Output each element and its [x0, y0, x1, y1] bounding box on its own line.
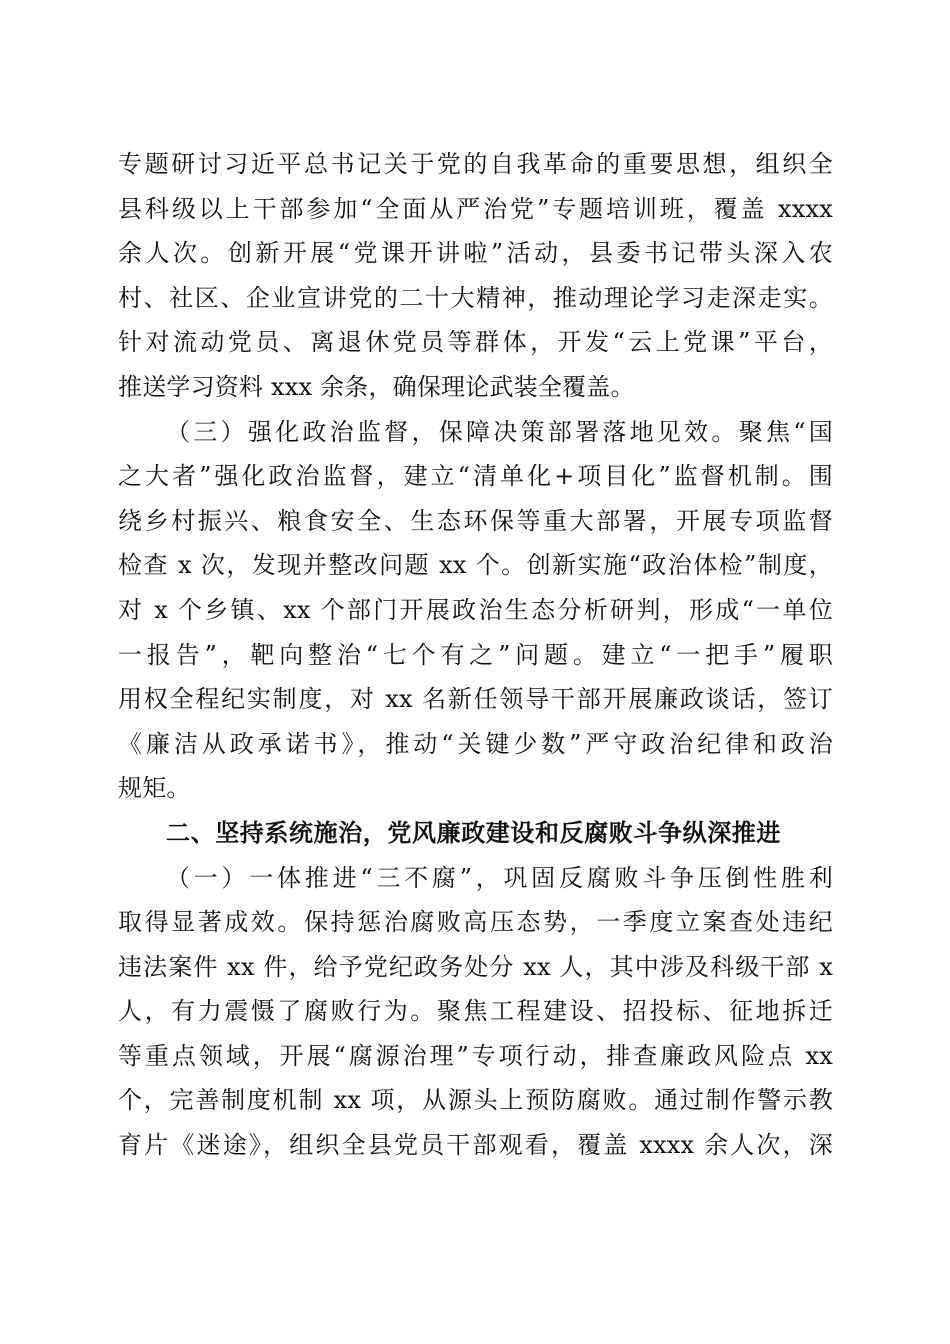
text-line: 村、社区、企业宣讲党的二十大精神，推动理论学习走深走实。	[118, 283, 833, 312]
paragraph-political-supervision	[118, 410, 833, 811]
text-line: 取得显著成效。保持惩治腐败高压态势，一季度立案查处违纪	[118, 908, 833, 937]
text-line: 育片《迷途》，组织全县党员干部观看，覆盖 xxxx 余人次，深	[118, 1131, 833, 1160]
text-line: 专题研讨习近平总书记关于党的自我革命的重要思想，组织全	[118, 150, 833, 178]
text-line: 对 x 个乡镇、xx 个部门开展政治生态分析研判，形成“一单位	[118, 595, 833, 624]
text-line: 一报告”，靶向整治“七个有之”问题。建立“一把手”履职	[118, 640, 833, 669]
text-line: 推送学习资料 xxx 余条，确保理论武装全覆盖。	[118, 372, 635, 401]
text-line: 绕乡村振兴、粮食安全、生态环保等重大部署，开展专项监督	[118, 506, 833, 535]
text-line: 检查 x 次，发现并整改问题 xx 个。创新实施“政治体检”制度，	[118, 551, 833, 580]
paragraph-theory-study	[118, 142, 833, 410]
text-line: 用权全程纪实制度，对 xx 名新任领导干部开展廉政谈话，签订	[118, 685, 833, 714]
text-line: 人，有力震慑了腐败行为。聚焦工程建设、招投标、征地拆迁	[118, 997, 833, 1026]
subsection-title-line: （一）一体推进“三不腐”，巩固反腐败斗争压倒性胜利	[166, 863, 833, 892]
document-page	[118, 142, 833, 1168]
text-line: 《廉洁从政承诺书》，推动“关键少数”严守政治纪律和政治	[118, 729, 833, 758]
text-line: 余人次。创新开展“党课开讲啦”活动，县委书记带头深入农	[118, 239, 833, 268]
text-line: 违法案件 xx 件，给予党纪政务处分 xx 人，其中涉及科级干部 x	[118, 952, 833, 981]
text-line: 个，完善制度机制 xx 项，从源头上预防腐败。通过制作警示教	[118, 1086, 833, 1115]
section-heading: 二、坚持系统施治，党风廉政建设和反腐败斗争纵深推进	[166, 818, 781, 847]
text-line: 等重点领域，开展“腐源治理”专项行动，排查廉政风险点 xx	[118, 1041, 833, 1070]
text-line: 之大者”强化政治监督，建立“清单化+项目化”监督机制。围	[118, 462, 833, 491]
text-line: 规矩。	[118, 774, 191, 803]
subsection-title-line: （三）强化政治监督，保障决策部署落地见效。聚焦“国	[166, 417, 833, 446]
text-line: 针对流动党员、离退休党员等群体，开发“云上党课”平台，	[118, 328, 833, 357]
paragraph-three-no-corruption	[118, 856, 833, 1168]
text-line: 县科级以上干部参加“全面从严治党”专题培训班，覆盖 xxxx	[118, 194, 833, 223]
